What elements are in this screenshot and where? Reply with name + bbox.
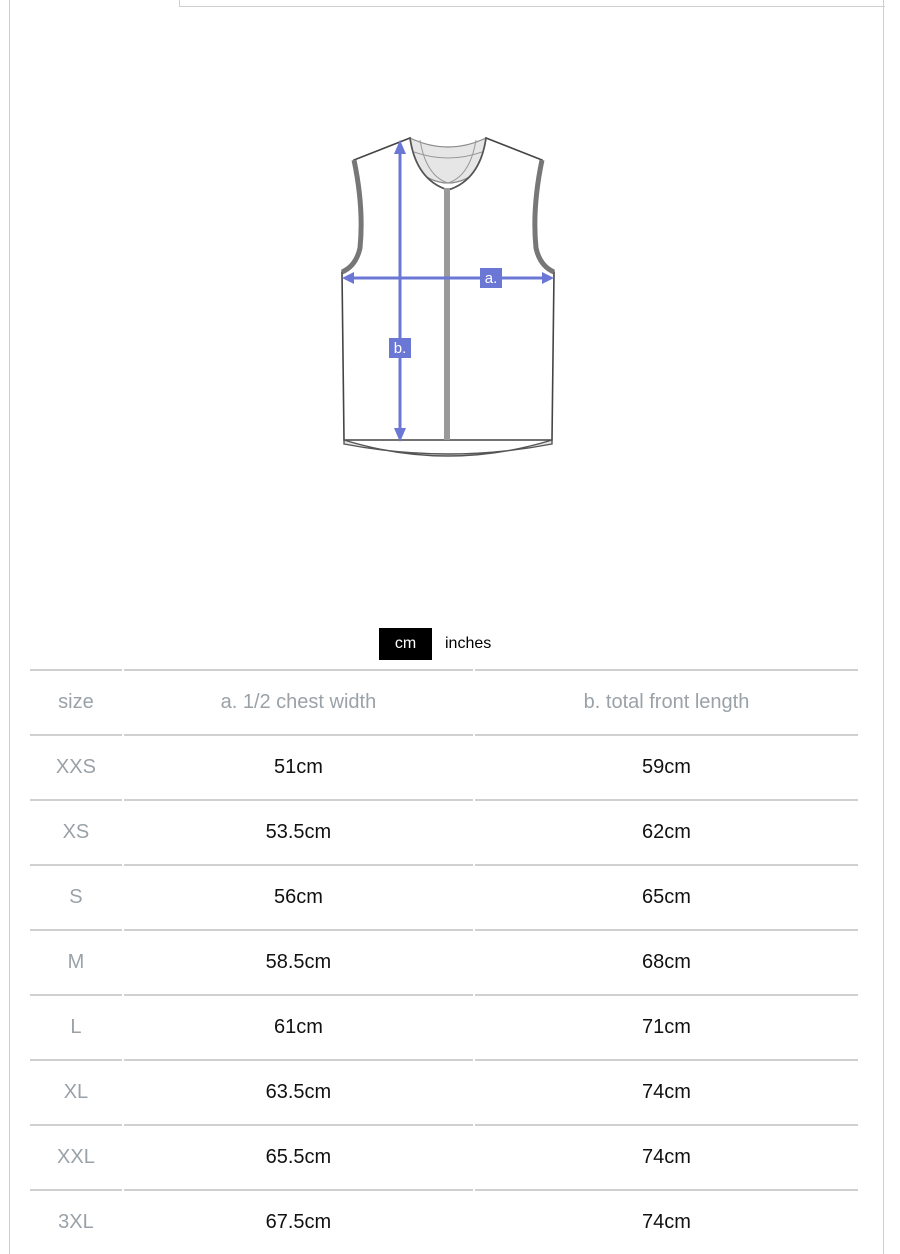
header-size: size [30, 669, 122, 736]
chest-cell: 51cm [124, 736, 473, 801]
table-row [30, 736, 858, 801]
tab-edge [179, 0, 885, 7]
vest-illustration [330, 128, 566, 468]
chest-cell: 61cm [124, 996, 473, 1061]
size-cell: S [30, 866, 122, 931]
chest-cell: 53.5cm [124, 801, 473, 866]
size-cell: XXS [30, 736, 122, 801]
length-cell: 65cm [475, 866, 858, 931]
chest-cell: 65.5cm [124, 1126, 473, 1191]
length-cell: 68cm [475, 931, 858, 996]
table-row [30, 801, 858, 866]
unit-toggle [379, 628, 491, 660]
length-cell: 74cm [475, 1126, 858, 1191]
table-row [30, 1061, 858, 1126]
size-cell: XXL [30, 1126, 122, 1191]
table-row [30, 866, 858, 931]
label-b: b. [393, 340, 407, 357]
length-cell: 74cm [475, 1191, 858, 1254]
size-chart-table [28, 669, 860, 1254]
size-cell: XS [30, 801, 122, 866]
chest-cell: 67.5cm [124, 1191, 473, 1254]
table-row [30, 996, 858, 1061]
table-header-row [30, 669, 858, 736]
size-cell: XL [30, 1061, 122, 1126]
length-cell: 62cm [475, 801, 858, 866]
size-cell: M [30, 931, 122, 996]
table-row [30, 931, 858, 996]
length-cell: 59cm [475, 736, 858, 801]
table-row [30, 1126, 858, 1191]
header-chest-width: a. 1/2 chest width [124, 669, 473, 736]
table-row [30, 1191, 858, 1254]
chest-cell: 58.5cm [124, 931, 473, 996]
vest-measurement-diagram [330, 128, 566, 468]
length-cell: 74cm [475, 1061, 858, 1126]
unit-cm-button[interactable]: cm [379, 628, 432, 660]
length-cell: 71cm [475, 996, 858, 1061]
label-a: a. [484, 270, 498, 287]
header-front-length: b. total front length [475, 669, 858, 736]
chest-cell: 56cm [124, 866, 473, 931]
unit-inches-button[interactable]: inches [445, 635, 492, 652]
size-cell: 3XL [30, 1191, 122, 1254]
chest-cell: 63.5cm [124, 1061, 473, 1126]
size-cell: L [30, 996, 122, 1061]
